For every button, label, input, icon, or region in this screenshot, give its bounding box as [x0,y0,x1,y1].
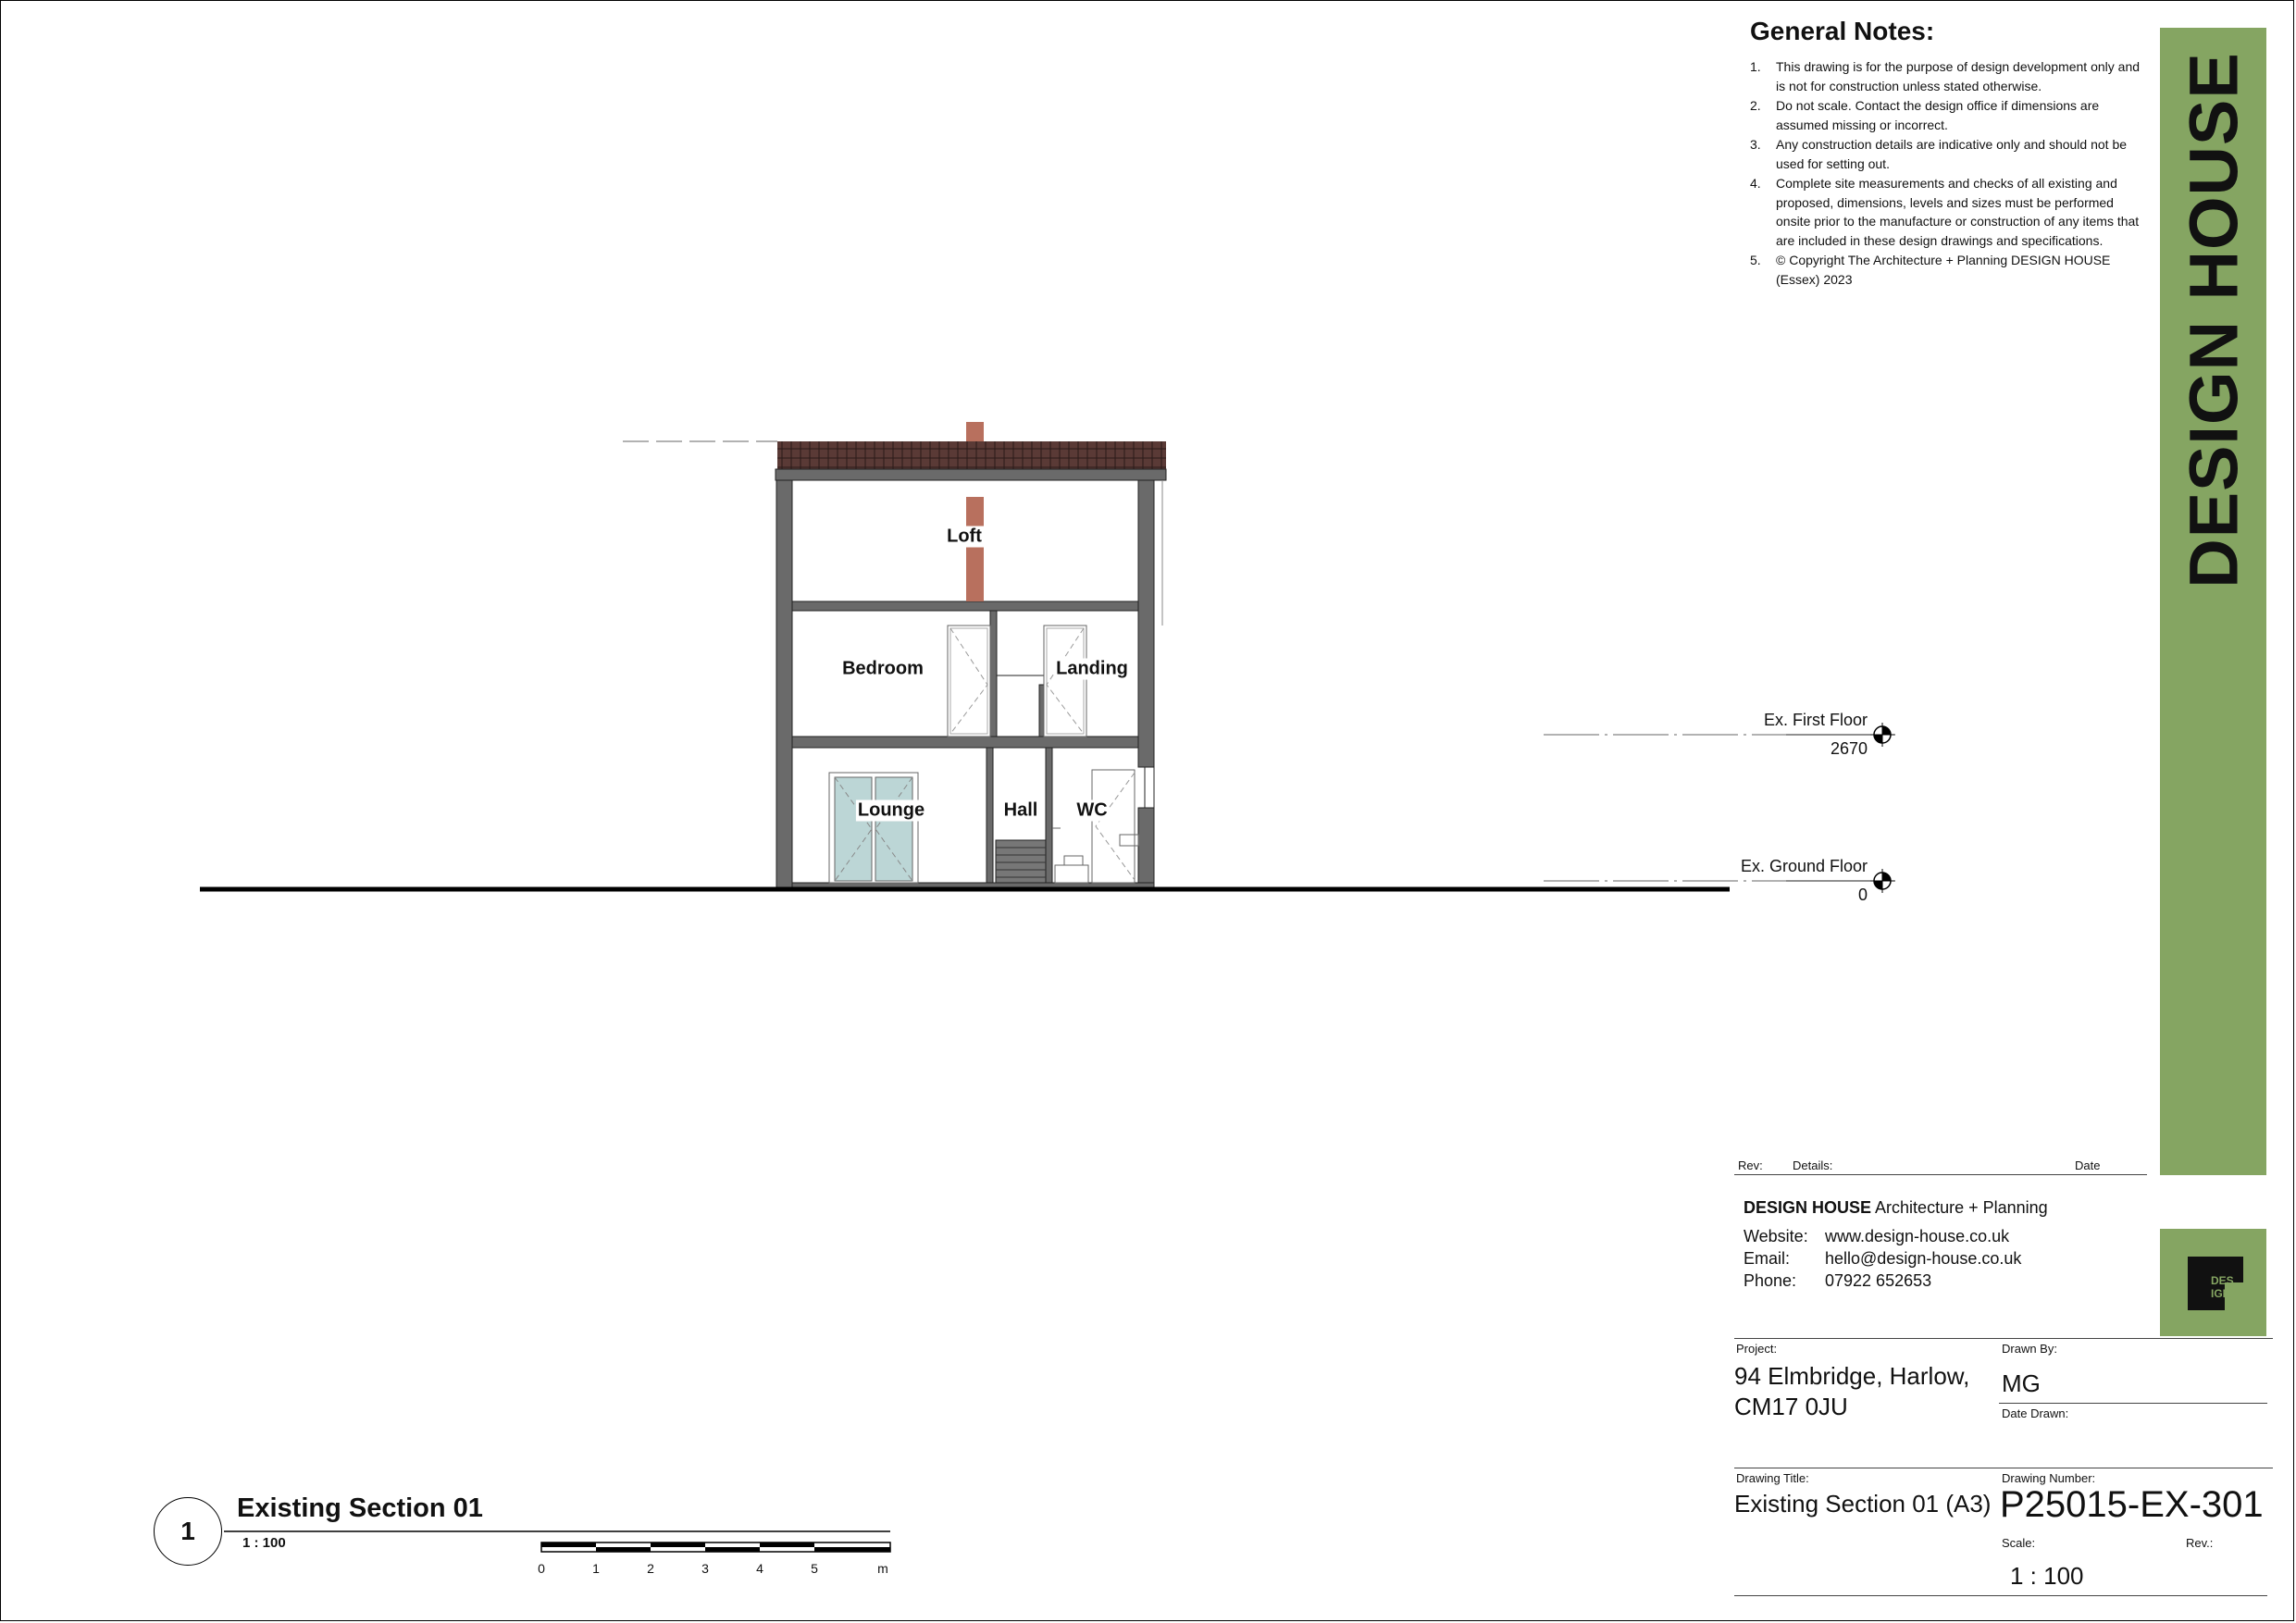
brand-banner-text: DESIGN HOUSE [2175,52,2252,588]
wc-door [1092,770,1135,883]
drawing-title-label: Drawing Title: [1736,1471,1809,1485]
level-value-first-floor: 2670 [1830,739,1868,758]
drawing-number: P25015-EX-301 [2000,1484,2264,1525]
details-column-label: Details: [1793,1158,1833,1172]
note-text: Complete site measurements and checks of all existing and proposed, dimensions, levels and sizes must be performed onsite prior to the manufacture or construction of any items that are included in these design drawings and specifications. [1776,176,2140,248]
landing-balustrade [1039,685,1044,737]
first-floor-level-target [1870,723,1894,747]
scale-value: 1 : 100 [2010,1562,2084,1590]
scale-tick-label: 2 [647,1561,654,1576]
note-item: 4. Complete site measurements and checks of all existing and proposed, dimensions, levels and sizes must be performed onsite prior to the manufacture or construction of any items that are included in these design drawings and specifications. [1750,176,2140,248]
window-opening [1145,767,1154,808]
landing-door [1044,626,1086,737]
note-text: Do not scale. Contact the design office if dimensions are assumed missing or incorrect. [1776,98,2100,132]
rev-column-label: Rev: [1738,1158,1763,1172]
scale-tick-label: 4 [756,1561,763,1576]
drawing-number-label: Drawing Number: [2002,1471,2096,1485]
level-value-ground-floor: 0 [1857,886,1868,904]
level-name-first-floor: Ex. First Floor [1763,711,1868,729]
first-floor [792,737,1138,748]
project-address-line1: 94 Elmbridge, Harlow, [1734,1362,1970,1390]
note-item: 1. This drawing is for the purpose of design development only and is not for construction unless stated otherwise. [1750,59,2141,93]
email-label: Email: [1744,1249,1791,1268]
left-wall [776,480,792,887]
scale-tick-label: 0 [538,1561,545,1576]
view-number-bubble: 1 [154,1497,222,1566]
drawn-by-label: Drawn By: [2002,1342,2057,1356]
scale-tick-label: 3 [701,1561,709,1576]
room-label-wc: WC [1076,799,1108,821]
scale-unit-label: m [877,1561,888,1576]
note-text: Any construction details are indicative only and should not be used for setting out. [1776,137,2128,171]
bedroom-wall [990,611,997,737]
view-title: Existing Section 01 [237,1493,483,1523]
chimney-top [966,422,984,442]
room-label-lounge: Lounge [857,799,925,821]
logo-text-1: DES [2211,1274,2234,1287]
project-address-line2: CM17 0JU [1734,1393,1848,1420]
room-label-loft: Loft [947,526,982,547]
scale-bar [541,1542,890,1552]
website-link[interactable]: www.design-house.co.uk [1825,1227,2010,1245]
lounge-wall [987,748,993,883]
drawing-title: Existing Section 01 (A3) [1734,1490,1992,1518]
logo-text-2: IGN [2211,1287,2231,1300]
phone-label: Phone: [1744,1271,1797,1290]
email-link[interactable]: hello@design-house.co.uk [1825,1249,2022,1268]
company-name-bold: DESIGN HOUSE [1744,1198,1872,1217]
scale-tick-label: 5 [811,1561,818,1576]
bedroom-door [948,626,990,737]
note-text: This drawing is for the purpose of design development only and is not for construction unless stated otherwise. [1776,59,2141,93]
roof-eaves [776,469,1166,480]
project-label: Project: [1736,1342,1778,1356]
wc-basin [1120,835,1138,846]
note-item: 3. Any construction details are indicative only and should not be used for setting out. [1750,137,2128,171]
roof [777,441,1166,469]
level-name-ground-floor: Ex. Ground Floor [1740,857,1868,875]
date-drawn-label: Date Drawn: [2002,1406,2069,1420]
loft-floor [792,601,1138,611]
wc-toilet [1055,865,1088,883]
company-name-rest: Architecture + Planning [1875,1198,2048,1217]
date-column-label: Date [2075,1158,2101,1172]
note-item: 5. © Copyright The Architecture + Planning DESIGN HOUSE (Essex) 2023 [1750,253,2111,287]
room-label-landing: Landing [1056,658,1128,679]
rev-label: Rev.: [2186,1536,2214,1550]
drawn-by-value: MG [2002,1369,2041,1397]
scale-tick-label: 1 [592,1561,600,1576]
staircase [996,840,1046,883]
general-notes-title: General Notes: [1750,17,1935,45]
website-label: Website: [1744,1227,1808,1245]
room-label-hall: Hall [1003,799,1038,821]
phone-number: 07922 652653 [1825,1271,1932,1290]
wc-wall [1046,748,1052,883]
chimney-stack [966,497,984,601]
note-text: © Copyright The Architecture + Planning DESIGN HOUSE (Essex) 2023 [1776,253,2111,287]
room-label-bedroom: Bedroom [842,658,924,679]
right-wall-lower [1138,808,1154,887]
view-scale: 1 : 100 [242,1535,286,1551]
note-item: 2. Do not scale. Contact the design office if dimensions are assumed missing or incorrect. [1750,98,2100,132]
right-wall-upper [1138,480,1154,767]
ground-floor-level-target [1870,869,1894,893]
scale-label: Scale: [2002,1536,2036,1550]
